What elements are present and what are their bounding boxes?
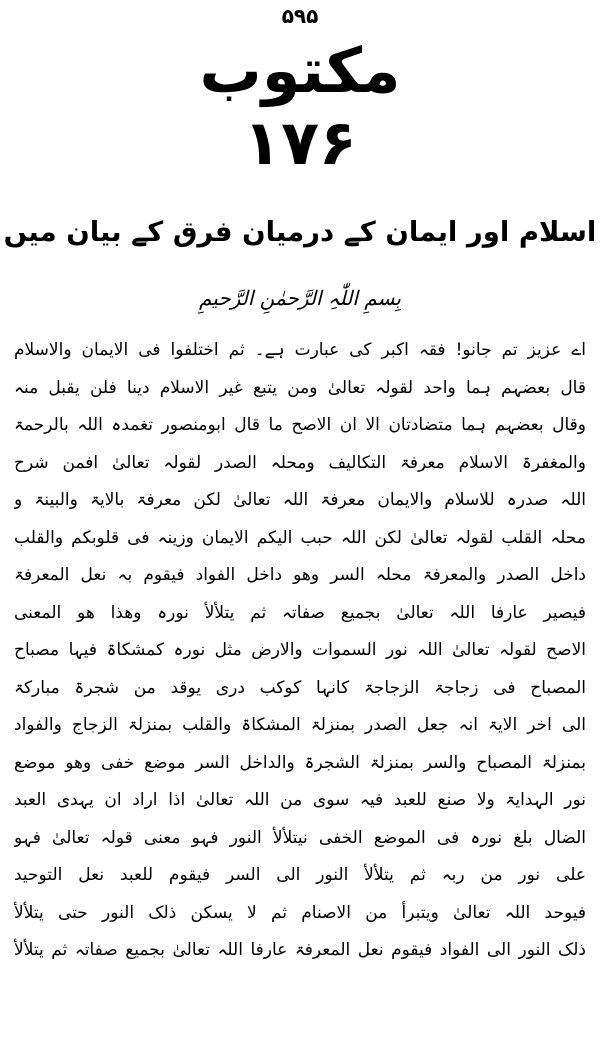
text-line: ذلک النور الی الفواد فیقوم نعل المعرفۃ عارفا اللہ تعالیٰ بجمیع صفاتہ ثم یتلألأ — [14, 940, 586, 960]
text-line: بمنزلۃ المصباح والسر بمنزلۃ الشجرۃ والداخل السر موضع خفی وھو موضع — [14, 752, 586, 773]
text-line: فیوحد اللہ تعالیٰ ویتبرأ من الاصنام ثم لا یسکن ذلک النور حتی یتلألأ — [14, 902, 586, 923]
page-number: ۵۹۵ — [281, 4, 319, 28]
text-line: فیصیر عارفا اللہ تعالیٰ بجمیع صفاتہ ثم یتلألأ نورہ وھذا ھو المعنی — [14, 602, 586, 623]
text-line: محلہ القلب لقولہ تعالیٰ لکن اللہ حبب الیکم الایمان وزینہ فی قلوبکم والقلب — [14, 527, 586, 548]
text-line: نور الہدایۃ ولا صنع للعبد فیہ سوی من اللہ تعالیٰ اذا اراد ان یہدی العبد — [14, 790, 586, 810]
text-line: داخل الصدر والمعرفۃ محلہ السر وھو داخل الفواد فیقوم بہ نعل المعرفۃ — [14, 565, 586, 585]
text-line: وقال بعضہم ہما متضادتان الا ان الاصح ما قال ابومنصور تغمدہ اللہ بالرحمۃ — [14, 415, 586, 435]
section-heading: اسلام اور ایمان کے درمیان فرق کے بیان میں — [3, 216, 597, 248]
text-line: قال بعضہم ہما واحد لقولہ تعالیٰ ومن یتبع غیر الاسلام دینا فلن یقبل منہ — [14, 377, 586, 398]
body-text — [14, 332, 586, 970]
text-line: الی اخر الایۃ انہ جعل الصدر بمنزلۃ المشکاۃ والقلب بمنزلۃ الزجاج والفواد — [14, 715, 586, 735]
letter-number: ۱۷۶ — [243, 106, 357, 179]
letter-label: مکتوب — [199, 34, 401, 107]
text-line: المصباح فی زجاجۃ الزجاجۃ کانہا کوکب دری یوقد من شجرۃ مبارکۃ — [14, 677, 586, 698]
bismillah: بِسمِ اللّٰہِ الرَّحمٰنِ الرَّحیمِ — [198, 286, 401, 310]
text-line: اللہ صدرہ للاسلام والایمان معرفۃ اللہ تعالیٰ لکن معرفۃ بالایۃ والبینۃ و — [14, 490, 586, 510]
text-line: اے عزیز تم جانو! فقہ اکبر کی عبارت ہے۔ ثم اختلفوا فی الایمان والاسلام — [14, 340, 586, 360]
text-line: علی نور من ربہ ثم یتلألأ النور الی السر فیقوم للعبد نعل التوحید — [14, 865, 586, 885]
text-line: الضال بلغ نورہ فی الموضع الخفی نیتلألأ النور فہو معنی قولہ تعالیٰ فہو — [14, 827, 586, 848]
text-line: والمغفرۃ الاسلام معرفۃ التکالیف ومحلہ الصدر لقولہ تعالیٰ افمن شرح — [14, 452, 586, 473]
text-line: الاصح لقولہ تعالیٰ اللہ نور السموات والارض مثل نورہ کمشکاۃ فیہا مصباح — [14, 640, 586, 660]
